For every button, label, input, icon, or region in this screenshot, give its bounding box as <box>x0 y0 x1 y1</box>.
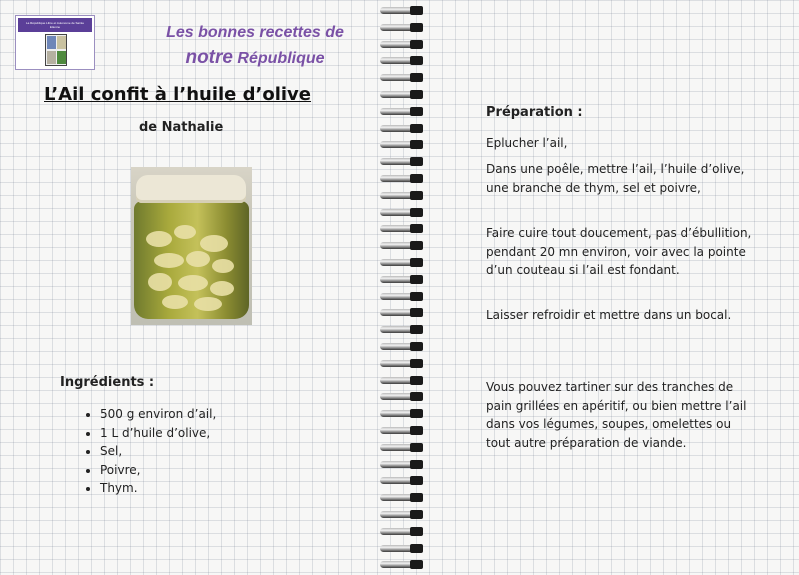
ingredient-item: • 1 L d’huile d’olive, <box>100 424 216 443</box>
spiral-coil <box>380 426 424 436</box>
ingredient-item: • Poivre, <box>100 461 216 480</box>
spiral-coil <box>380 325 424 335</box>
spiral-coil <box>380 275 424 285</box>
spiral-binding <box>380 0 424 575</box>
preparation-step: Eplucher l’ail, <box>486 136 568 150</box>
spiral-coil <box>380 73 424 83</box>
tagline-prefix: notre <box>185 47 233 68</box>
spiral-coil <box>380 476 424 486</box>
spiral-coil <box>380 191 424 201</box>
preparation-step: Dans une poêle, mettre l’ail, l’huile d’olive, une branche de thym, sel et poivre, <box>486 162 745 195</box>
spiral-coil <box>380 292 424 302</box>
coat-of-arms-icon <box>45 34 67 66</box>
logo-banner <box>18 18 92 32</box>
spiral-coil <box>380 56 424 66</box>
spiral-coil <box>380 90 424 100</box>
republic-logo <box>15 15 95 70</box>
tagline-suffix: République <box>237 50 325 67</box>
spiral-coil <box>380 157 424 167</box>
preparation-step: Faire cuire tout doucement, pas d’ébullition, pendant 20 mn environ, voir avec la pointe d’un couteau si l’ail est fondant. <box>486 226 752 277</box>
ingredients-heading: Ingrédients : <box>60 375 155 390</box>
spiral-coil <box>380 308 424 318</box>
recipe-title: L’Ail confit à l’huile d’olive <box>44 84 312 105</box>
spiral-coil <box>380 124 424 134</box>
spiral-coil <box>380 342 424 352</box>
site-tagline <box>110 20 400 71</box>
spiral-coil <box>380 40 424 50</box>
jar-body <box>134 201 249 319</box>
spiral-coil <box>380 560 424 570</box>
recipe-author: de Nathalie <box>139 120 224 135</box>
logo-text: La République Libre et Autonome de Sainte Etienne <box>25 21 85 29</box>
spiral-coil <box>380 140 424 150</box>
spiral-coil <box>380 359 424 369</box>
spiral-coil <box>380 107 424 117</box>
spiral-coil <box>380 527 424 537</box>
spiral-coil <box>380 460 424 470</box>
ingredients-list <box>78 405 216 498</box>
spiral-coil <box>380 392 424 402</box>
spiral-coil <box>380 174 424 184</box>
serving-tip: Vous pouvez tartiner sur des tranches de pain grillées en apéritif, ou bien mettre l’ail dans vos légumes, soupes, omelettes ou tout autre préparation de viande. <box>486 380 747 450</box>
spiral-coil <box>380 258 424 268</box>
spiral-coil <box>380 510 424 520</box>
spiral-coil <box>380 241 424 251</box>
spiral-coil <box>380 544 424 554</box>
spiral-coil <box>380 6 424 16</box>
spiral-coil <box>380 493 424 503</box>
preparation-heading: Préparation : <box>486 105 583 120</box>
ingredient-item: • 500 g environ d’ail, <box>100 405 216 424</box>
tagline-line1: Les bonnes recettes de <box>166 24 344 41</box>
jar-lid <box>136 175 246 203</box>
spiral-coil <box>380 224 424 234</box>
ingredient-item: • Thym. <box>100 479 216 498</box>
preparation-step: Laisser refroidir et mettre dans un bocal. <box>486 308 732 322</box>
spiral-coil <box>380 443 424 453</box>
spiral-coil <box>380 208 424 218</box>
spiral-coil <box>380 409 424 419</box>
garlic-jar-photo <box>131 167 252 325</box>
spiral-coil <box>380 23 424 33</box>
spiral-coil <box>380 376 424 386</box>
ingredient-item: • Sel, <box>100 442 216 461</box>
tagline-line2 <box>110 45 400 71</box>
